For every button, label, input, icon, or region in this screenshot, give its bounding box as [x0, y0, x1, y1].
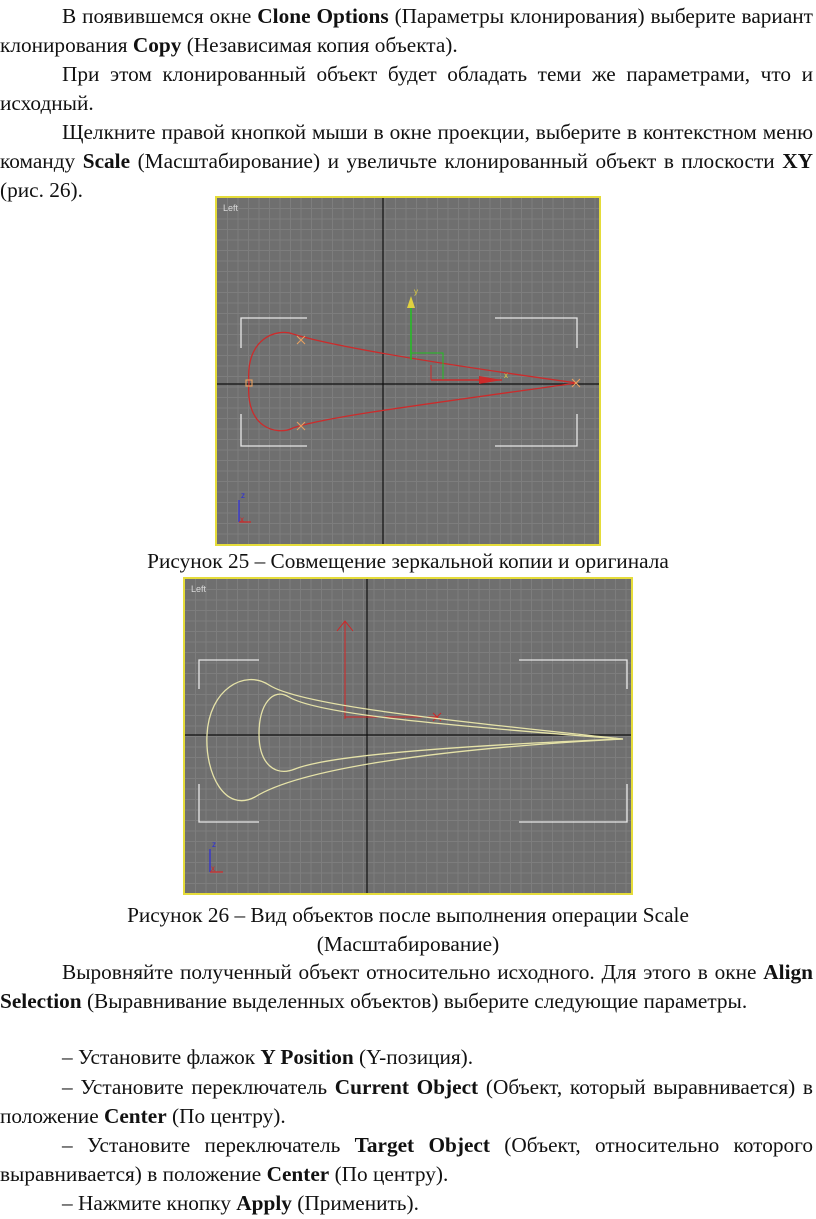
figure-26-caption [0, 901, 816, 959]
grid [185, 579, 631, 893]
paragraph-clone-params [0, 60, 813, 118]
axis-tripod [239, 491, 251, 524]
tripod-x-label: x [240, 515, 244, 524]
text: (Объект, относительно которого выравнивается) в положение [0, 1133, 813, 1186]
term-y-position: Y Position [260, 1045, 354, 1069]
tripod-z-label: z [212, 840, 216, 849]
text: (Применить). [291, 1191, 419, 1215]
text: Выровняйте полученный объект относительно исходного. Для этого в окне [62, 960, 764, 984]
list-dash: – [62, 1045, 73, 1069]
text: При этом клонированный объект будет обладать теми же параметрами, что и исходный. [0, 62, 813, 115]
text: (Независимая копия объекта). [181, 33, 458, 57]
term-copy: Copy [132, 33, 182, 57]
grid [217, 198, 599, 544]
term-align-selection: Align Selection [0, 960, 813, 1013]
text: (Параметры клонирования) выберите вариант клонирования [0, 4, 813, 57]
figure-25-viewport [215, 196, 601, 546]
list-item [0, 1131, 813, 1189]
term-target-object: Target Object [354, 1133, 490, 1157]
text: Нажмите кнопку [72, 1191, 237, 1215]
term-apply: Apply [236, 1191, 292, 1215]
figure-25-svg [217, 198, 599, 544]
text: (Объект, который выравнивается) в положение [0, 1075, 813, 1128]
figure-26-svg [185, 579, 631, 893]
paragraph-scale [0, 118, 813, 205]
paragraph-align-selection [0, 958, 813, 1016]
list-dash: – [62, 1191, 73, 1215]
figure-26-viewport [183, 577, 633, 895]
gizmo-y-label: y [414, 287, 418, 296]
tripod-x-label: x [211, 864, 215, 873]
term-center: Center [266, 1162, 330, 1186]
list-item [0, 1043, 813, 1072]
text: (Y-позиция). [353, 1045, 474, 1069]
text: (рис. 26). [0, 178, 83, 202]
term-xy: XY [782, 149, 813, 173]
term-clone-options: Clone Options [257, 4, 389, 28]
text: (Выравнивание выделенных объектов) выберите следующие параметры. [81, 989, 748, 1013]
transform-gizmo [407, 287, 508, 384]
vertex-markers [246, 336, 580, 430]
figure-25-caption: Рисунок 25 – Совмещение зеркальной копии и оригинала [147, 549, 669, 573]
mirrored-curve [249, 332, 577, 430]
text: (По центру). [329, 1162, 449, 1186]
list-item [0, 1073, 813, 1131]
term-scale: Scale [82, 149, 131, 173]
caption-line: (Масштабирование) [316, 932, 500, 956]
viewport-label: Left [223, 203, 239, 213]
tripod-z-label: z [241, 491, 245, 500]
term-current-object: Current Object [334, 1075, 479, 1099]
paragraph-clone-options [0, 2, 813, 60]
text: Установите флажок [72, 1045, 261, 1069]
text: Установите переключатель [72, 1075, 335, 1099]
term-center: Center [103, 1104, 167, 1128]
selection-brackets [241, 318, 577, 446]
gizmo-x-label: x [504, 371, 508, 380]
caption-line: Рисунок 26 – Вид объектов после выполнения операции Scale [127, 903, 689, 927]
text: (По центру). [166, 1104, 286, 1128]
list-item [0, 1189, 813, 1218]
viewport-label: Left [191, 584, 207, 594]
text: В появившемся окне [62, 4, 258, 28]
list-dash: – [62, 1075, 73, 1099]
list-dash: – [62, 1133, 73, 1157]
text: Щелкните правой кнопкой мыши в окне проекции, выберите в контекстном меню команду [0, 120, 813, 173]
text: Установите переключатель [72, 1133, 355, 1157]
text: (Масштабирование) и увеличьте клонированный объект в плоскости [130, 149, 783, 173]
